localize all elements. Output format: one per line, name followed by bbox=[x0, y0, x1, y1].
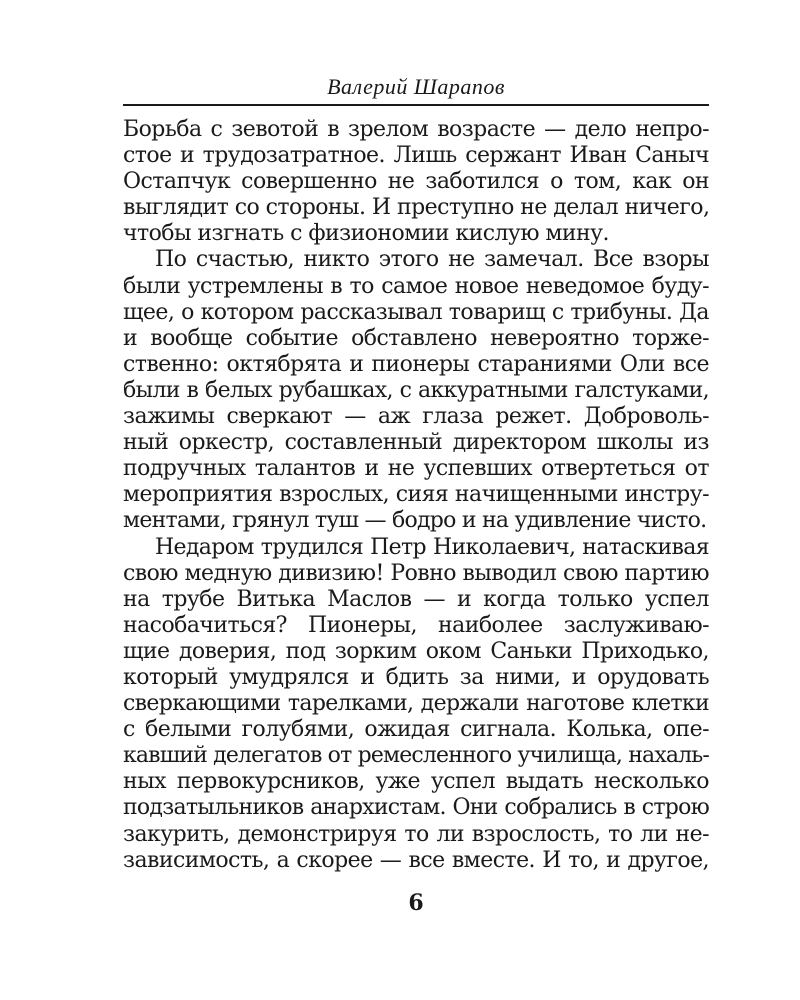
text-line: щие доверия, под зорким оком Саньки Приходько, bbox=[123, 638, 709, 664]
body-text bbox=[123, 117, 709, 874]
text-line: на трубе Витька Маслов — и когда только успел bbox=[123, 586, 709, 612]
text-line: стое и трудозатратное. Лишь сержант Иван Саныч bbox=[123, 143, 709, 169]
text-line: и вообще событие обставлено невероятно торже- bbox=[123, 325, 709, 351]
text-line: Недаром трудился Петр Николаевич, натаскивая bbox=[155, 534, 709, 560]
text-line: подзатыльников анархистам. Они собрались в строю bbox=[123, 795, 709, 821]
text-line: были устремлены в то самое новое неведомое буду- bbox=[123, 273, 709, 299]
text-line: ных первокурсников, уже успел выдать несколько bbox=[123, 769, 709, 795]
page-number: 6 bbox=[408, 890, 424, 916]
text-line: чтобы изгнать с физиономии кислую мину. bbox=[123, 221, 609, 247]
text-line: насобачиться? Пионеры, наиболее заслуживаю- bbox=[123, 612, 709, 638]
text-line: ментами, грянул туш — бодро и на удивление чисто. bbox=[123, 508, 707, 534]
text-line: свою медную дивизию! Ровно выводил свою партию bbox=[123, 560, 709, 586]
running-head: Валерий Шарапов bbox=[327, 74, 505, 99]
text-line: Борьба с зевотой в зрелом возрасте — дело непро- bbox=[123, 117, 709, 142]
text-line: были в белых рубашках, с аккуратными галстуками, bbox=[123, 377, 709, 403]
text-line: щее, о котором рассказывал товарищ с трибуны. Да bbox=[123, 299, 709, 325]
text-line: зажимы сверкают — аж глаза режет. Доброволь- bbox=[123, 404, 709, 430]
text-line: мероприятия взрослых, сияя начищенными инстру- bbox=[123, 482, 709, 508]
text-line: выглядит со стороны. И преступно не делал ничего, bbox=[123, 195, 710, 221]
header-rule bbox=[123, 104, 709, 106]
text-line: закурить, демонстрируя то ли взрослость, то ли не- bbox=[123, 821, 709, 847]
text-line: Остапчук совершенно не заботился о том, как он bbox=[123, 169, 709, 195]
text-line: который умудрялся и бдить за ними, и орудовать bbox=[123, 664, 709, 690]
text-line: По счастью, никто этого не замечал. Все взоры bbox=[155, 247, 709, 273]
text-line: ственно: октябрята и пионеры стараниями Оли все bbox=[123, 351, 709, 377]
text-line: зависимость, а скорее — все вместе. И то, и другое, bbox=[123, 847, 709, 873]
text-line: сверкающими тарелками, держали наготове клетки bbox=[123, 691, 709, 717]
text-line: с белыми голубями, ожидая сигнала. Колька, опе- bbox=[123, 717, 709, 743]
text-line: подручных талантов и не успевших отвертеться от bbox=[123, 456, 709, 482]
text-line: ный оркестр, составленный директором школы из bbox=[123, 430, 709, 456]
text-line: кавший делегатов от ремесленного училища, нахаль- bbox=[123, 743, 709, 769]
